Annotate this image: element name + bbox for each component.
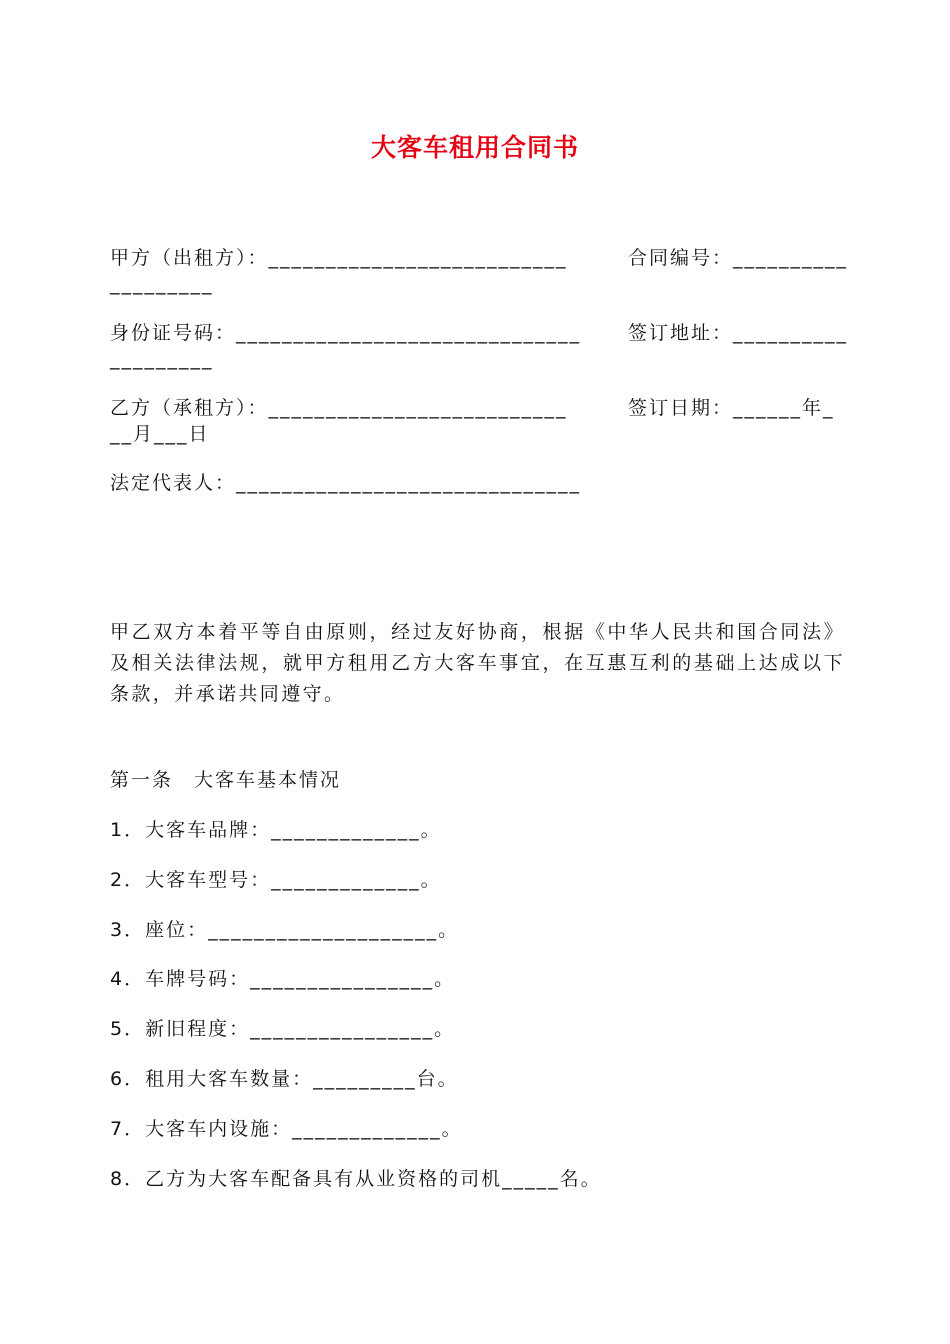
list-item: 5．新旧程度：________________。 <box>110 1018 456 1040</box>
list-item: 6．租用大客车数量：_________台。 <box>110 1068 459 1090</box>
contract-number-continuation: _________ <box>110 273 214 295</box>
contract-number-field: 合同编号：__________ <box>628 247 849 269</box>
list-item: 2．大客车型号：_____________。 <box>110 869 442 891</box>
intro-paragraph: 甲乙双方本着平等自由原则，经过友好协商，根据《中华人民共和国合同法》及相关法律法规，就甲方租用乙方大客车事宜，在互惠互利的基础上达成以下条款，并承诺共同遵守。 <box>110 621 845 705</box>
list-item: 4．车牌号码：________________。 <box>110 968 456 990</box>
list-item: 8．乙方为大客车配备具有从业资格的司机_____名。 <box>110 1168 602 1190</box>
party-b-field: 乙方（承租方）：__________________________ <box>110 397 568 419</box>
signing-date-continuation: __月___日 <box>110 423 210 445</box>
section-1-heading: 第一条 大客车基本情况 <box>110 769 342 791</box>
list-item: 3．座位：____________________。 <box>110 919 460 941</box>
document-title: 大客车租用合同书 <box>370 133 579 162</box>
signing-place-field: 签订地址：__________ <box>628 322 849 344</box>
signing-date-field: 签订日期：______年_ <box>628 397 835 419</box>
list-item: 1．大客车品牌：_____________。 <box>110 819 442 841</box>
party-a-field: 甲方（出租方）：__________________________ <box>110 247 568 269</box>
signing-place-continuation: _________ <box>110 348 214 370</box>
legal-representative-field: 法定代表人：______________________________ <box>110 472 582 494</box>
list-item: 7．大客车内设施：_____________。 <box>110 1118 463 1140</box>
id-number-field: 身份证号码：______________________________ <box>110 322 582 344</box>
